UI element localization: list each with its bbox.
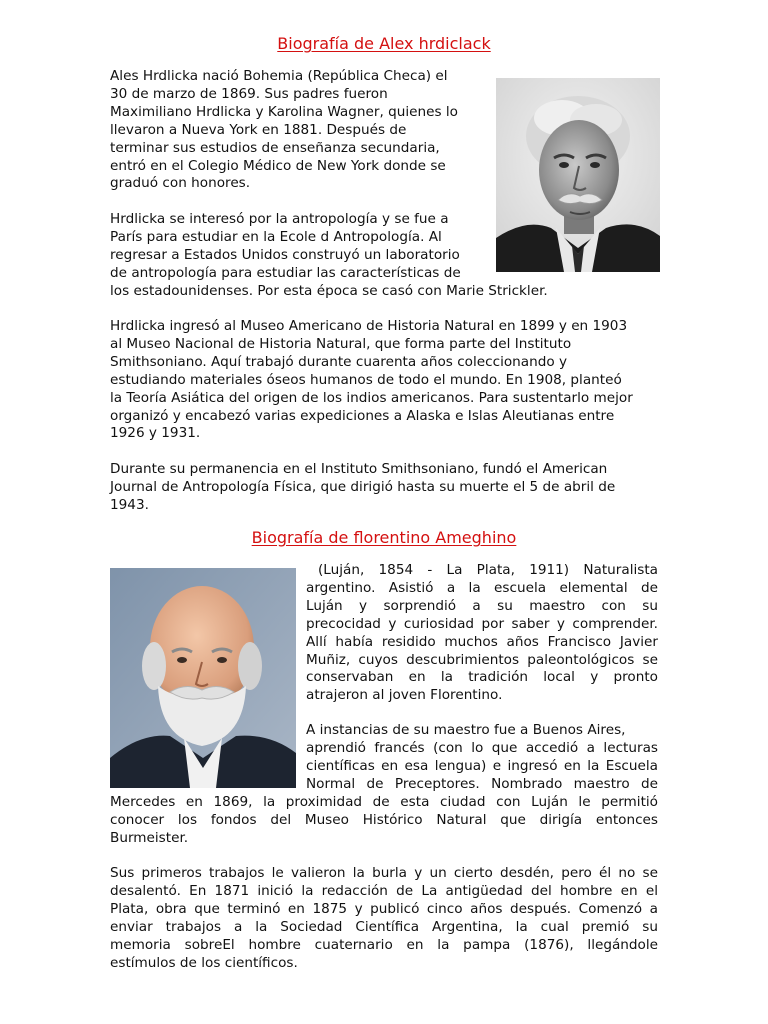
portrait-ameghino	[110, 568, 296, 788]
text-line: argentino. Asistió a la escuela elemental de	[306, 579, 658, 596]
text-line: Mercedes en 1869, la proximidad de esta ciudad con Luján le permitió	[110, 794, 658, 810]
text-line: desalentó. En 1871 inició la redacción de La antigüedad del hombre en el	[110, 882, 658, 899]
text-line: Journal de Antropología Física, que dirigió hasta su muerte el 5 de abril de	[110, 478, 616, 495]
text-line: aprendió francés (con lo que accedió a lecturas	[306, 739, 658, 756]
paragraph-5	[306, 562, 658, 705]
text-line: Hrdlicka ingresó al Museo Americano de Historia Natural en 1899 y en 1903	[110, 318, 628, 334]
text-line: llevaron a Nueva York en 1881. Después de	[110, 121, 407, 138]
text-line: Maximiliano Hrdlicka y Karolina Wagner, quienes lo	[110, 103, 458, 120]
text-line: Burmeister.	[110, 829, 189, 846]
text-line: graduó con honores.	[110, 175, 251, 192]
text-line: 1926 y 1931.	[110, 425, 201, 442]
text-line: Smithsoniano. Aquí trabajó durante cuarenta años coleccionando y	[110, 353, 568, 370]
title-hrdlicka: Biografía de Alex hrdiclack	[277, 34, 491, 53]
text-line: París para estudiar en la Ecole d Antropología. Al	[110, 228, 442, 245]
text-line: Muñiz, cuyos descubrimientos paleontológicos se	[306, 651, 658, 668]
portrait-ameghino-image	[110, 568, 296, 788]
text-line: Sus primeros trabajos le valieron la burla y un cierto desdén, pero él no se	[110, 865, 658, 881]
text-line: los estadounidenses. Por esta época se casó con Marie Strickler.	[110, 282, 548, 299]
text-line: 30 de marzo de 1869. Sus padres fueron	[110, 85, 388, 102]
text-line: 1943.	[110, 496, 149, 513]
text-line: estudiando materiales óseos humanos de todo el mundo. En 1908, planteó	[110, 371, 622, 388]
text-line: de antropología para estudiar las características de	[110, 264, 461, 281]
text-line: Hrdlicka se interesó por la antropología y se fue a	[110, 211, 449, 227]
text-line: Ales Hrdlicka nació Bohemia (República Checa) el	[110, 68, 448, 84]
title-ameghino: Biografía de florentino Ameghino	[251, 528, 517, 547]
text-line: entró en el Colegio Médico de New York donde se	[110, 157, 446, 174]
text-line: (Luján, 1854 - La Plata, 1911) Naturalista	[318, 562, 658, 578]
text-line: regresar a Estados Unidos construyó un laboratorio	[110, 246, 460, 263]
text-line: Plata, obra que terminó en 1875 y publicó cinco años después. Comenzó a	[110, 900, 658, 917]
paragraph-6-bottom	[110, 794, 658, 848]
text-line: Allí había residido muchos años Francisco Javier	[306, 633, 658, 650]
paragraph-6-top	[306, 722, 658, 794]
text-line: Luján y sorprendió a su maestro con su	[306, 597, 658, 614]
paragraph-7	[110, 865, 658, 972]
text-line: conservaban en la tradición local y pronto	[306, 669, 658, 686]
text-line: A instancias de su maestro fue a Buenos Aires,	[306, 722, 626, 738]
text-line: memoria sobreEl hombre cuaternario en la pampa (1876), llegándole	[110, 936, 658, 953]
text-line: la Teoría Asiática del origen de los indios americanos. Para sustentarlo mejor	[110, 389, 633, 406]
text-line: terminar sus estudios de enseñanza secundaria,	[110, 139, 440, 156]
text-line: atrajeron al joven Florentino.	[306, 687, 503, 704]
text-line: Normal de Preceptores. Nombrado maestro de	[306, 775, 658, 792]
text-line: científicas en esa lengua) e ingresó en la Escuela	[306, 757, 658, 774]
text-line: precocidad y curiosidad por saber y comprender.	[306, 615, 658, 632]
paragraph-3	[110, 318, 660, 443]
text-line: enviar trabajos a la Sociedad Científica Argentina, la cual premió su	[110, 918, 658, 935]
text-line: al Museo Nacional de Historia Natural, que forma parte del Instituto	[110, 335, 572, 352]
paragraph-4	[110, 461, 660, 515]
text-line: estímulos de los científicos.	[110, 954, 298, 971]
text-line: conocer los fondos del Museo Histórico Natural que dirigía entonces	[110, 811, 658, 828]
paragraph-1	[110, 68, 475, 193]
text-line: Durante su permanencia en el Instituto Smithsoniano, fundó el American	[110, 461, 608, 477]
portrait-hrdlicka	[496, 78, 660, 272]
text-line: organizó y encabezó varias expediciones a Alaska e Islas Aleutianas entre	[110, 407, 615, 424]
portrait-hrdlicka-image	[496, 78, 660, 272]
